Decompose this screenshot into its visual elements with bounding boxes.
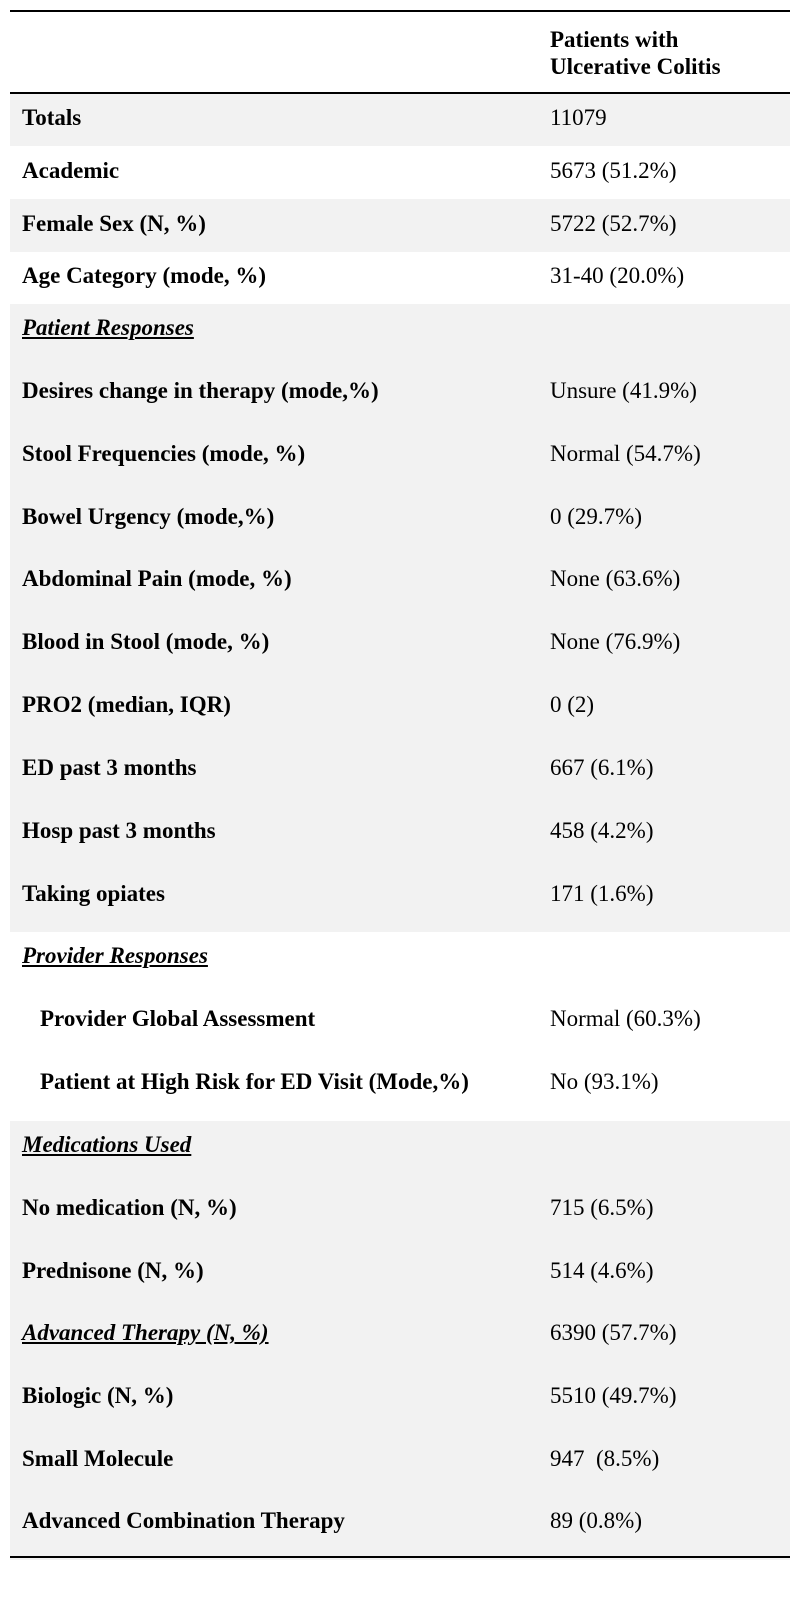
section-provider-responses bbox=[10, 932, 790, 1121]
row-label: Bowel Urgency (mode,%) bbox=[22, 504, 275, 529]
row-value: 947 (8.5%) bbox=[550, 1446, 660, 1471]
section-heading: Provider Responses bbox=[22, 943, 208, 968]
column-header-line2: Ulcerative Colitis bbox=[550, 54, 721, 79]
row-value: 5722 (52.7%) bbox=[550, 211, 677, 236]
bottom-rule bbox=[10, 1556, 790, 1558]
row-label: Provider Global Assessment bbox=[40, 1006, 316, 1031]
row-value: 715 (6.5%) bbox=[550, 1195, 654, 1220]
row-label: Female Sex (N, %) bbox=[22, 211, 206, 236]
row-value: 5510 (49.7%) bbox=[550, 1383, 677, 1408]
section-medications-used bbox=[10, 1121, 790, 1560]
section-heading: Patient Responses bbox=[22, 315, 194, 340]
row-female-sex bbox=[10, 199, 790, 252]
section-patient-responses bbox=[10, 304, 790, 932]
row-value: 458 (4.2%) bbox=[550, 818, 654, 843]
row-label: Taking opiates bbox=[22, 881, 165, 906]
row-value: 171 (1.6%) bbox=[550, 881, 654, 906]
row-label: Prednisone (N, %) bbox=[22, 1258, 204, 1283]
column-header-uc-patients bbox=[550, 26, 721, 80]
row-label: No medication (N, %) bbox=[22, 1195, 237, 1220]
row-value: None (76.9%) bbox=[550, 629, 681, 654]
row-value: None (63.6%) bbox=[550, 566, 681, 591]
row-label: ED past 3 months bbox=[22, 755, 197, 780]
table-header bbox=[10, 12, 790, 92]
row-label: Desires change in therapy (mode,%) bbox=[22, 378, 379, 403]
row-label: Blood in Stool (mode, %) bbox=[22, 629, 270, 654]
row-label: Advanced Combination Therapy bbox=[22, 1508, 345, 1533]
row-value: 11079 bbox=[550, 105, 607, 130]
row-label: Age Category (mode, %) bbox=[22, 263, 266, 288]
row-value: Normal (60.3%) bbox=[550, 1006, 701, 1031]
row-value: 0 (2) bbox=[550, 692, 595, 717]
row-label: Small Molecule bbox=[22, 1446, 174, 1471]
row-age-category bbox=[10, 252, 790, 304]
row-label: Totals bbox=[22, 105, 82, 130]
row-value: 0 (29.7%) bbox=[550, 504, 642, 529]
row-value: 31-40 (20.0%) bbox=[550, 263, 685, 288]
row-value: 89 (0.8%) bbox=[550, 1508, 642, 1533]
row-value: 667 (6.1%) bbox=[550, 755, 654, 780]
row-label: Patient at High Risk for ED Visit (Mode,%) bbox=[40, 1069, 469, 1094]
row-value: 514 (4.6%) bbox=[550, 1258, 654, 1283]
section-heading: Medications Used bbox=[22, 1132, 192, 1157]
row-totals bbox=[10, 94, 790, 146]
row-value: 6390 (57.7%) bbox=[550, 1320, 677, 1345]
row-academic bbox=[10, 146, 790, 199]
row-label: PRO2 (median, IQR) bbox=[22, 692, 231, 717]
row-value: No (93.1%) bbox=[550, 1069, 659, 1094]
row-label: Stool Frequencies (mode, %) bbox=[22, 441, 306, 466]
row-value: Normal (54.7%) bbox=[550, 441, 701, 466]
row-label: Academic bbox=[22, 158, 120, 183]
row-value: 5673 (51.2%) bbox=[550, 158, 677, 183]
row-label: Biologic (N, %) bbox=[22, 1383, 174, 1408]
table-body bbox=[10, 94, 790, 1560]
row-value: Unsure (41.9%) bbox=[550, 378, 697, 403]
row-label: Abdominal Pain (mode, %) bbox=[22, 566, 292, 591]
column-header-line1: Patients with bbox=[550, 27, 679, 52]
row-label-advanced-therapy: Advanced Therapy (N, %) bbox=[22, 1320, 269, 1345]
row-label: Hosp past 3 months bbox=[22, 818, 216, 843]
